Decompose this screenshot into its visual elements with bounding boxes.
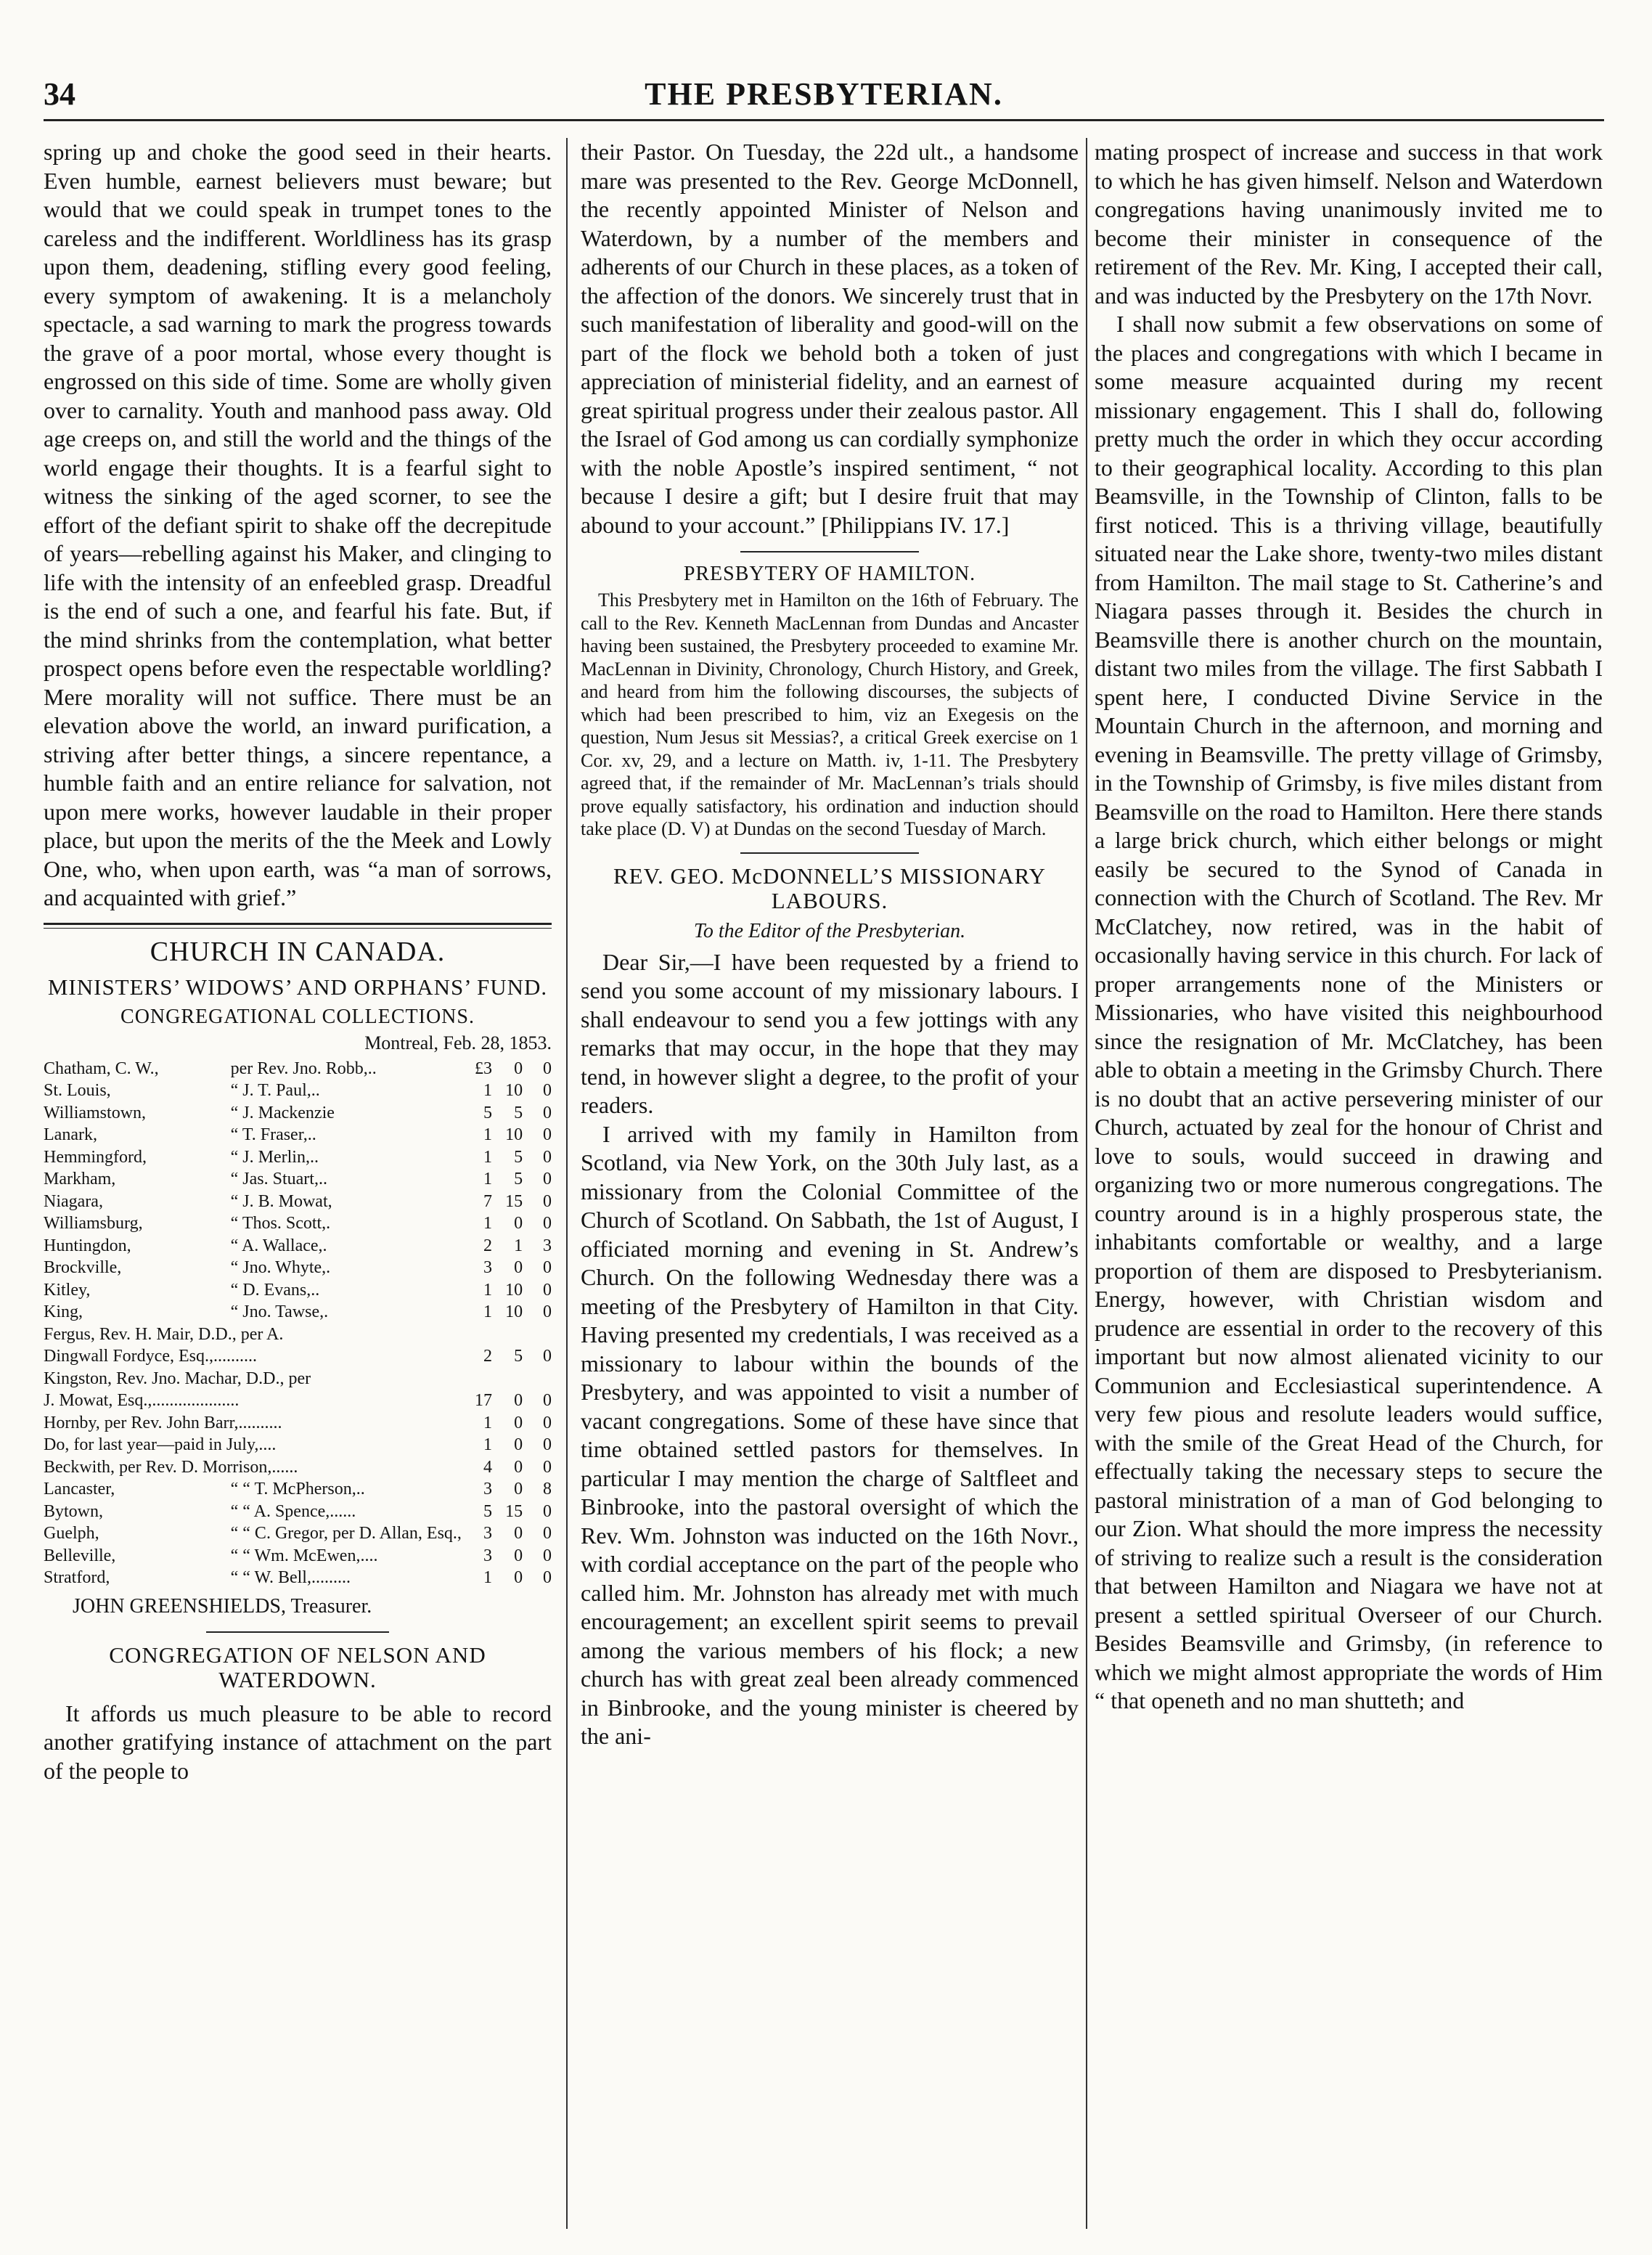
letter-observations-paragraph: I shall now submit a few observations on some of the places and congregations with which I became in some measure acquainted during my recent missionary engagement. This I shall do, following pretty much the order in which they occur according to their geographical locality. According to this plan Beamsville, in the Township of Clinton, falls to be first noticed. This is a thriving village, beautifully situated near the Lake shore, twenty-two miles distant from Hamilton. The mail stage to St. Catherine’s and Niagara passes through it. Besides the church in Beamsville there is another church on the mountain, distant two miles from the village. The first Sabbath I spent here, I conducted Divine Service in the Mountain Church in the afternoon, and morning and evening in Beamsville. The pretty village of Grimsby, in the Township of Grimsby, is five miles distant from Beamsville on the road to Hamilton. Here there stands a large brick church, which either belongs or might easily be secured to the Synod of Canada in connection with the Church of Scotland. The Rev. Mr McClatchey, now retired, was in the habit of occasionally having service in this church. For lack of proper arrangements none of the Ministers or Missionaries, who have visited this neighbourhood since the resignation of Mr. McClatchey, has been able to obtain a meeting in the Grimsby Church. There is no doubt that an active persevering minister of our Church, actuated by zeal for the honour of Christ and love to souls, would succeed in drawing and organizing two or more numerous congregations. The country around is in a highly prosperous state, the inhabitants comfortable or wealthy, and a large proportion of them are disposed to Presbyterianism. Energy, however, with Christian wisdom and prudence are essential in order to the recovery of this important but now almost alienated vicinity to our Communion and Ecclesiastical superintendence. A very few pious and resolute leaders would suffice, with the smile of the Great Head of the Church, for effectually taking the necessary steps to secure the pastoral ministration of a man of God belonging to our Zion. What should the more impress the necessity of striving to realize such a result is the consideration that between Hamilton and Niagara we have not at present a settled spiritual Overseer of our Church. Besides Beamsville and Grimsby, (in reference to which we might almost appropriate the words of Him “ that openeth and no man shutteth; and <box>1095 311 1603 1713</box>
shillings-amount: 0 <box>514 1214 523 1233</box>
shillings-amount: 5 <box>514 1147 523 1167</box>
collection-row <box>44 1257 552 1279</box>
collection-row <box>44 1168 552 1191</box>
congregation-name: Hornby, per Rev. John Barr,.......... <box>44 1413 282 1432</box>
church-in-canada-heading: CHURCH IN CANADA. <box>150 936 446 967</box>
running-title: THE PRESBYTERIAN. <box>645 76 1003 112</box>
minister-name: “ D. Evans,.. <box>230 1280 320 1300</box>
collection-row <box>44 1545 552 1567</box>
minister-name: “ J. T. Paul,.. <box>230 1081 320 1100</box>
congregation-name: Guelph, <box>44 1524 99 1543</box>
shillings-amount: 0 <box>514 1391 523 1410</box>
minister-name: “ A. Wallace,. <box>230 1236 327 1255</box>
section-divider <box>44 923 552 929</box>
pounds-amount: 3 <box>483 1480 493 1498</box>
pounds-amount: 1 <box>483 1081 493 1100</box>
collection-row <box>44 1501 552 1523</box>
minister-name: “ T. Fraser,.. <box>230 1125 316 1144</box>
nelson-article-continued: their Pastor. On Tuesday, the 22d ult., a handsome mare was presented to the Rev. George McDonnell, the recently appointed Minister of Nelson and Waterdown, by a number of the members and adherents of our Church in these places, as a token of the affection of the donors. We sincerely trust that in such manifestation of liberality and good-will on the part of the flock we behold both a token of just appreciation of ministerial fidelity, and an earnest of great spiritual progress under their zealous pastor. All the Israel of God among us can cordially symphonize with the noble Apostle’s inspired sentiment, “ not because I desire a gift; but I desire fruit that may abound to your account.” [Philippians IV. 17.] <box>581 139 1079 538</box>
pence-amount: 0 <box>543 1147 552 1167</box>
collection-row <box>44 1456 552 1479</box>
hamilton-presbytery-text: This Presbytery met in Hamilton on the 16th of February. The call to the Rev. Kenneth MacLennan from Dundas and Ancaster having been sustained, the Presbytery proceeded to examine Mr. MacLennan in Divinity, Chronology, Church History, and Greek, and heard from him the following discourses, the subjects of which had been prescribed to him, viz an Exegesis on the question, Num Jesus sit Messias?, a critical Greek exercise on 1 Cor. xv, 29, and a lecture on Matth. iv, 1-11. The Presbytery agreed that, if the remainder of Mr. MacLennan’s trials should prove equally satisfactory, his ordination and induction should take place (D. V) at Dundas on the second Tuesday of March. <box>581 590 1079 839</box>
pounds-amount: 5 <box>483 1103 493 1122</box>
pounds-amount: 1 <box>483 1280 493 1300</box>
pence-amount: 0 <box>543 1546 552 1565</box>
column-1 <box>44 138 552 2229</box>
pence-amount: 0 <box>543 1302 552 1321</box>
congregation-name: Brockville, <box>44 1258 122 1277</box>
shillings-amount <box>492 1368 523 1390</box>
article-divider <box>206 1631 389 1633</box>
letter-continued-paragraph: mating prospect of increase and success in that work to which he has given himself. Nelson and Waterdown congregations having unanimously invited me to become their minister in consequence of the retirement of the Rev. Mr. King, I accepted their call, and was inducted by the Presbytery on the 17th Novr. <box>1095 139 1603 309</box>
pounds-amount: 1 <box>483 1125 493 1144</box>
column-rule-2 <box>1086 138 1087 2229</box>
congregation-name: King, <box>44 1302 83 1321</box>
pence-amount <box>523 1368 552 1390</box>
column-3 <box>1095 138 1603 2229</box>
congregation-name: Lanark, <box>44 1125 97 1144</box>
congregation-name: Beckwith, per Rev. D. Morrison,...... <box>44 1457 298 1477</box>
pounds-amount: 17 <box>475 1391 493 1410</box>
minister-name: “ Jno. Whyte,. <box>230 1258 331 1277</box>
minister-name: “ Jno. Tawse,. <box>230 1302 329 1321</box>
fund-heading: MINISTERS’ WIDOWS’ AND ORPHANS’ FUND. <box>47 974 548 1000</box>
congregation-name: Do, for last year—paid in July,.... <box>44 1435 277 1454</box>
collection-row <box>44 1080 552 1102</box>
congregation-name: Kingston, Rev. Jno. Machar, D.D., per <box>44 1369 311 1388</box>
shillings-amount: 0 <box>514 1524 523 1543</box>
collection-row <box>44 1124 552 1146</box>
pence-amount: 0 <box>543 1059 552 1078</box>
letter-arrival-paragraph: I arrived with my family in Hamilton from Scotland, via New York, on the 30th July last, as a missionary from the Colonial Committee of the Church of Scotland. On Sabbath, the 1st of August, I officiated morning and evening in St. Andrew’s Church. On the following Wednesday there was a meeting of the Presbytery of Hamilton in that City. Having presented my credentials, I was received as a missionary to labour within the bounds of the Presbytery, and was appointed to visit a number of vacant congregations. Some of these have since that time obtained settled pastors for themselves. In particular I may mention the charge of Saltfleet and Binbrooke, into the pastoral oversight of which the Rev. Wm. Johnston was inducted on the 16th Novr., with cordial acceptance on the part of the people who called him. Mr. Johnston has already met with much encouragement; an excellent spirit seems to prevail among the various members of his flock; a new church has with great zeal been already commenced in Binbrooke, and the young minister is cheered by the ani- <box>581 1120 1079 1749</box>
shillings-amount: 1 <box>514 1236 523 1255</box>
shillings-amount: 0 <box>514 1258 523 1277</box>
congregation-name: Belleville, <box>44 1546 116 1565</box>
pence-amount: 0 <box>543 1457 552 1477</box>
collection-row <box>44 1412 552 1435</box>
pounds-amount: 1 <box>483 1170 493 1188</box>
pence-amount: 0 <box>543 1125 552 1144</box>
pence-amount: 0 <box>543 1103 552 1122</box>
nelson-article-text: It affords us much pleasure to be able to record another gratifying instance of attachment on the part of the people to <box>44 1700 552 1784</box>
collection-row <box>44 1235 552 1257</box>
collection-row <box>44 1301 552 1324</box>
collection-row <box>44 1212 552 1235</box>
pounds-amount: 3 <box>483 1546 493 1565</box>
minister-name: per Rev. Jno. Robb,.. <box>230 1059 377 1078</box>
pence-amount: 0 <box>543 1170 552 1188</box>
pence-amount <box>523 1324 552 1346</box>
pence-amount: 0 <box>543 1568 552 1587</box>
shillings-amount: 0 <box>514 1480 523 1498</box>
congregation-name: Lancaster, <box>44 1480 115 1498</box>
collection-row <box>44 1478 552 1501</box>
hamilton-presbytery-heading: PRESBYTERY OF HAMILTON. <box>683 563 976 585</box>
pounds-amount <box>462 1324 492 1346</box>
collection-row <box>44 1102 552 1125</box>
congregation-name: J. Mowat, Esq.,.................... <box>44 1391 240 1410</box>
minister-name: “ “ W. Bell,......... <box>230 1568 351 1587</box>
collections-heading: CONGREGATIONAL COLLECTIONS. <box>120 1005 475 1028</box>
congregation-name: Huntingdon, <box>44 1236 131 1255</box>
shillings-amount: 0 <box>514 1457 523 1477</box>
congregation-name: Stratford, <box>44 1568 110 1587</box>
column-2 <box>581 138 1079 2229</box>
nelson-waterdown-heading: CONGREGATION OF NELSON AND WATERDOWN. <box>109 1642 486 1692</box>
congregation-name: Hemmingford, <box>44 1147 147 1167</box>
pounds-amount: 3 <box>483 1524 493 1543</box>
collection-row <box>44 1345 552 1368</box>
pounds-amount: 3 <box>483 1258 493 1277</box>
page-header <box>44 76 1604 121</box>
treasurer-signature: JOHN GREENSHIELDS, Treasurer. <box>73 1594 372 1618</box>
pounds-amount: 1 <box>483 1147 493 1167</box>
congregation-name: Williamstown, <box>44 1103 147 1122</box>
congregation-name: Dingwall Fordyce, Esq.,.......... <box>44 1347 257 1366</box>
collection-row <box>44 1324 552 1346</box>
congregation-name: Fergus, Rev. H. Mair, D.D., per A. <box>44 1324 284 1344</box>
sermon-conclusion: spring up and choke the good seed in their hearts. Even humble, earnest believers must beware; but would that we could speak in trumpet tones to the careless and the indifferent. Worldliness has its grasp upon them, deadening, stifling every good feeling, every symptom of awakening. It is a melancholy spectacle, a sad warning to mark the progress towards the grave of a poor mortal, whose every thought is engrossed on this side of time. Some are wholly given over to carnality. Youth and manhood pass away. Old age creeps on, and still the world and the things of the world engage their thoughts. It is a fearful sight to witness the sinking of the aged scorner, to see the effort of the defiant spirit to shake off the decrepitude of years—rebelling against his Maker, and clinging to life with the intensity of an enfeebled grasp. Dreadful is the end of such a one, and fearful his fate. But, if the mind shrinks from the contemplation, what better prospect opens before even the respectable worldling? Mere morality will not suffice. There must be an elevation above the world, an inward purification, a striving after better things, a sincere repentance, a humble faith and an entire reliance for salvation, not upon mere works, however laudable in their proper place, but upon the merits of the the Meek and Lowly One, who, when upon earth, was “a man of sorrows, and acquainted with grief.” <box>44 139 552 910</box>
collection-row <box>44 1567 552 1589</box>
pence-amount: 0 <box>543 1191 552 1211</box>
minister-name: “ Jas. Stuart,.. <box>230 1170 327 1188</box>
pence-amount: 0 <box>543 1347 552 1366</box>
collection-row <box>44 1279 552 1302</box>
collection-row <box>44 1191 552 1213</box>
collection-row <box>44 1368 552 1390</box>
pounds-amount: 1 <box>483 1568 493 1587</box>
shillings-amount: 5 <box>514 1347 523 1366</box>
pence-amount: 0 <box>543 1280 552 1300</box>
shillings-amount: 15 <box>505 1191 523 1211</box>
minister-name: “ J. Merlin,.. <box>230 1147 319 1167</box>
minister-name: “ “ A. Spence,...... <box>230 1501 356 1521</box>
pounds-amount: 2 <box>483 1236 493 1255</box>
shillings-amount: 10 <box>505 1081 523 1100</box>
pounds-amount: 1 <box>483 1413 493 1432</box>
shillings-amount: 0 <box>514 1059 523 1078</box>
shillings-amount: 15 <box>505 1501 523 1521</box>
pounds-amount <box>462 1368 492 1390</box>
pounds-amount: 1 <box>483 1214 493 1233</box>
dateline: Montreal, Feb. 28, 1853. <box>364 1032 552 1053</box>
minister-name: “ Thos. Scott,. <box>230 1214 331 1233</box>
letter-salutation-paragraph: Dear Sir,—I have been requested by a friend to send you some account of my missionary labours. I shall endeavour to send you a few jottings with any remarks that may occur, in the hope that they may tend, in however slight a degree, to the profit of your readers. <box>581 948 1079 1118</box>
pence-amount: 0 <box>543 1081 552 1100</box>
missionary-labours-heading: REV. GEO. McDONNELL’S MISSIONARY LABOURS. <box>613 863 1047 913</box>
congregation-name: Chatham, C. W., <box>44 1059 159 1078</box>
pence-amount: 0 <box>543 1214 552 1233</box>
article-divider <box>740 551 920 552</box>
pence-amount: 0 <box>543 1258 552 1277</box>
shillings-amount: 0 <box>514 1546 523 1565</box>
collection-row <box>44 1522 552 1545</box>
collection-row <box>44 1146 552 1169</box>
column-rule-1 <box>566 138 568 2229</box>
pounds-amount: 4 <box>483 1457 493 1477</box>
minister-name: “ “ C. Gregor, per D. Allan, Esq., <box>230 1524 462 1543</box>
collection-row <box>44 1058 552 1080</box>
congregation-name: Williamsburg, <box>44 1214 143 1233</box>
minister-name: “ J. Mackenzie <box>230 1103 335 1122</box>
pounds-amount: 7 <box>483 1191 493 1211</box>
collection-row <box>44 1434 552 1456</box>
pounds-amount: £3 <box>475 1059 493 1078</box>
minister-name: “ J. B. Mowat, <box>230 1191 332 1211</box>
minister-name: “ “ T. McPherson,.. <box>230 1480 365 1498</box>
congregation-name: Markham, <box>44 1170 116 1188</box>
pence-amount: 0 <box>543 1501 552 1521</box>
article-divider <box>740 852 920 854</box>
congregation-name: Bytown, <box>44 1501 104 1521</box>
shillings-amount: 10 <box>505 1125 523 1144</box>
pence-amount: 0 <box>543 1413 552 1432</box>
shillings-amount: 0 <box>514 1435 523 1454</box>
pence-amount: 3 <box>543 1236 552 1255</box>
shillings-amount: 5 <box>514 1103 523 1122</box>
collection-row <box>44 1390 552 1412</box>
pounds-amount: 5 <box>483 1501 493 1521</box>
congregation-name: St. Louis, <box>44 1081 111 1100</box>
shillings-amount: 0 <box>514 1413 523 1432</box>
pence-amount: 0 <box>543 1524 552 1543</box>
shillings-amount: 0 <box>514 1568 523 1587</box>
shillings-amount <box>492 1324 523 1346</box>
shillings-amount: 10 <box>505 1280 523 1300</box>
shillings-amount: 5 <box>514 1170 523 1188</box>
congregation-name: Kitley, <box>44 1280 91 1300</box>
congregation-name: Niagara, <box>44 1191 103 1211</box>
pounds-amount: 1 <box>483 1302 493 1321</box>
pounds-amount: 1 <box>483 1435 493 1454</box>
pounds-amount: 2 <box>483 1347 493 1366</box>
editor-address: To the Editor of the Presbyterian. <box>693 919 966 942</box>
collections-table <box>44 1058 552 1589</box>
shillings-amount: 10 <box>505 1302 523 1321</box>
page-number: 34 <box>44 76 75 112</box>
pence-amount: 8 <box>543 1480 552 1498</box>
minister-name: “ “ Wm. McEwen,.... <box>230 1546 378 1565</box>
pence-amount: 0 <box>543 1435 552 1454</box>
pence-amount: 0 <box>543 1391 552 1410</box>
